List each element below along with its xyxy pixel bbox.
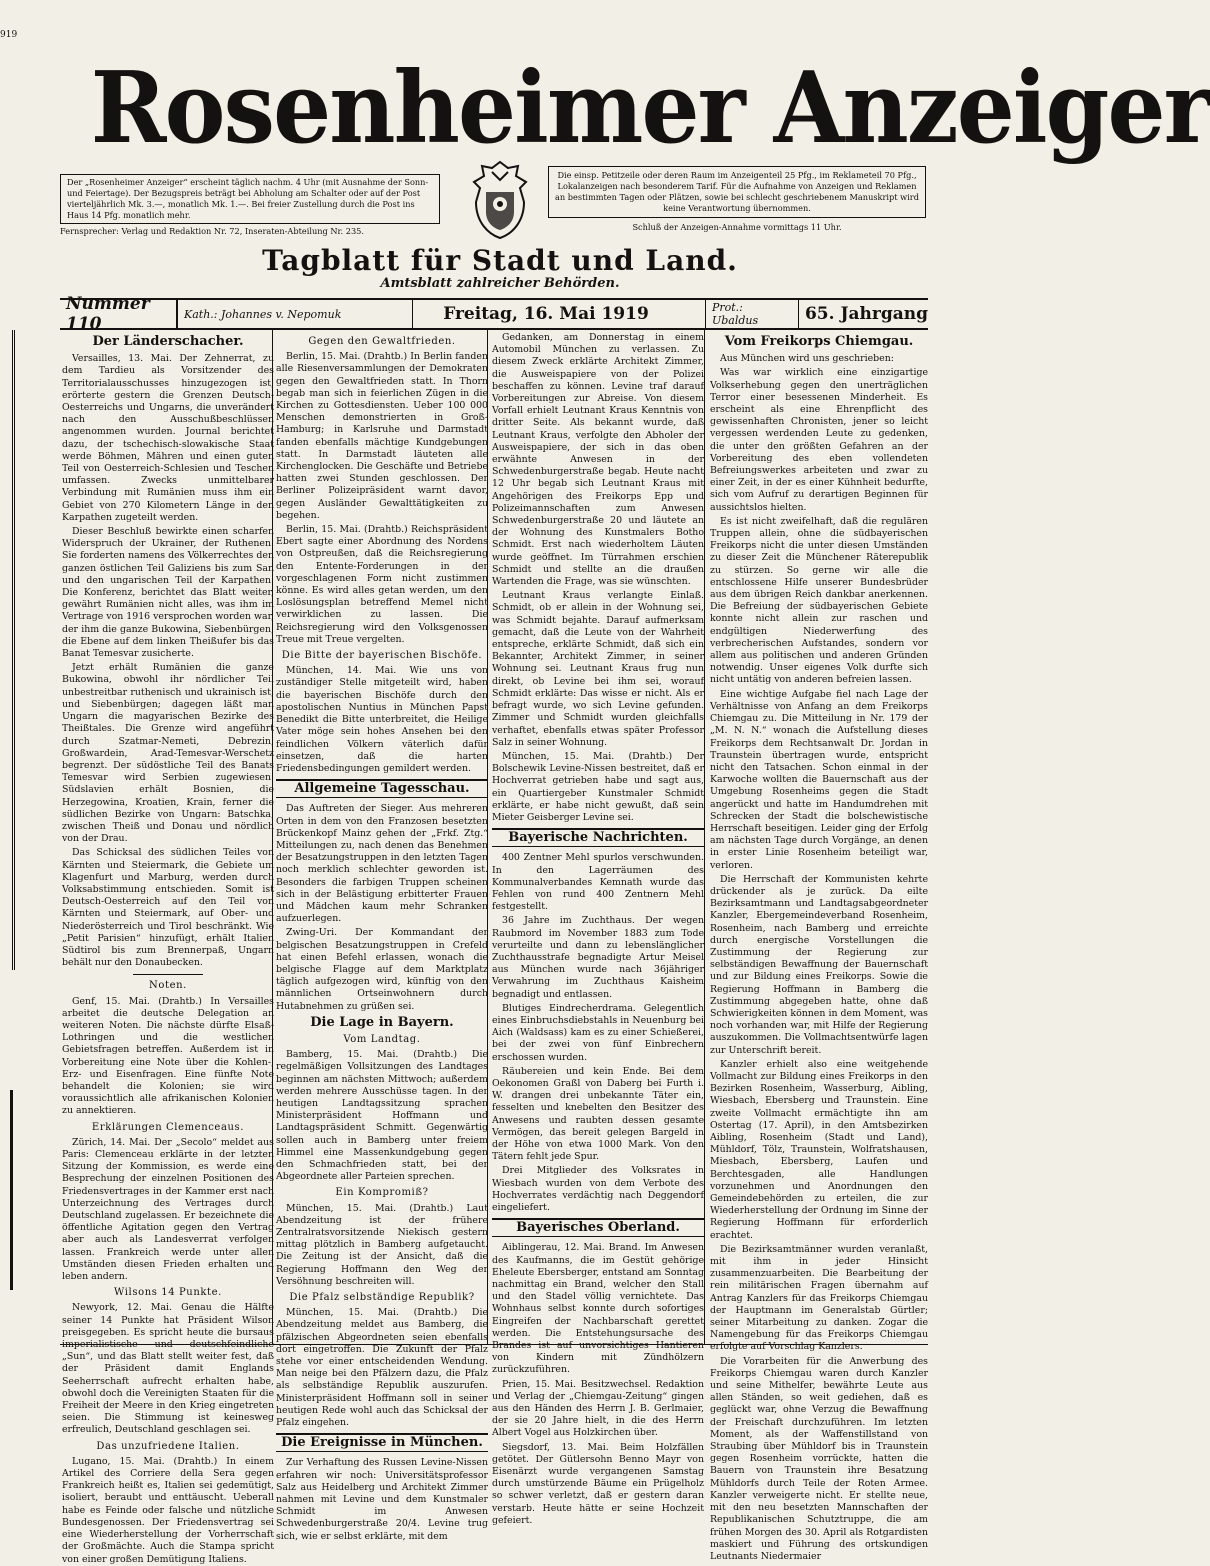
advertising-closing: Schluß der Anzeigen-Annahme vormittags 11 Uhr. [632,222,842,232]
subhead-wilson: Wilsons 14 Punkte. [114,1287,222,1299]
article-paragraph: Siegsdorf, 13. Mai. Beim Holzfällen getötet. Der Gütlersohn Benno Mayr von Eisenärzt wurde vergangenen Samstag durch umstürzende Bäume ein Prügelholz so schwer verletzt, daß er gestern daran verstarb. Heute hätte er seine Hochzeit gefeiert. [492,1441,704,1526]
subhead-italien: Das unzufriedene Italien. [96,1440,240,1452]
masthead-title: Rosenheimer Anzeiger [90,51,1210,166]
column-rule [704,330,705,1344]
headline-tagesschau: Allgemeine Tagesschau. [276,779,488,798]
catholic-saint: Kath.: Johannes v. Nepomuk [178,300,413,328]
article-paragraph: Eine wichtige Aufgabe fiel nach Lage der Verhältnisse von Anfang an dem Freikorps Chiemgau zu. Die Mitteilung in Nr. 179 der „M. N. N.“ wonach die Aufstellung dieses Freikorps dem Rechtsanwalt Dr. Jordan in Traunstein übertragen wurde, entspricht nicht den Tatsachen. Schon einmal in der Karwoche wollten die Bauernschaft aus der Umgebung Rosenheims gegen die Stadt angerückt und hatte im Handumdrehen mit Schrecken der Stadt die bolschewistische Herrschaft beseitigen. Leider ging der Erfolg am nächsten Tage durch Vorgänge, an denen in erster Linie Rosenheim beteiligt war, verloren. [710,688,928,871]
article-intro: Aus München wird uns geschrieben: [720,353,894,365]
subhead-bischoefe: Die Bitte der bayerischen Bischöfe. [281,650,483,662]
subtitle-official: Amtsblatt zahlreicher Behörden. [380,276,620,291]
article-paragraph: München, 15. Mai. (Drahtb.) Laut Abendzeitung ist der frühere Zentralratsvorsitzende Niekisch gestern mittag plötzlich in Bamberg aufgetaucht. Die Zeitung ist der Ansicht, daß die Regierung Hoffmann den Weg der Versöhnung beschreiten will. [276,1202,488,1287]
article-paragraph: Zürich, 14. Mai. Der „Secolo“ meldet aus Paris: Clemenceau erklärte in der letzten Sitzung der Kommission, es werde eine Besprechung der einzelnen Positionen des Friedensvertrages in der Kammer erst nach Unterzeichnung des Vertrages durch Deutschland zugelassen. Er bezeichnete die öffentliche Agitation gegen den Vertrag aber auch als Landesverrat verfolgen lassen. Frankreich werde unter allen Umständen diesen Frieden erhalten und leben andern. [62,1136,274,1283]
article-paragraph: Das Auftreten der Sieger. Aus mehreren Orten in dem von den Franzosen besetzten Brückenkopf Mainz gehen der „Frkf. Ztg.“ Mitteilungen zu, nach denen das Benehmen der Besatzungstruppen in den letzten Tagen noch merklich schlechter geworden ist. Besonders die farbigen Truppen scheinen sich in der Belästigung erbitterter Frauen und Mädchen kaum mehr Schranken aufzuerlegen. [276,803,488,925]
article-paragraph: Gedanken, am Donnerstag in einem Automobil München zu verlassen. Zu diesem Zweck erklärte Architekt Zimmer, die Ausweispapiere von der Polizei beschaffen zu können. Levine traf darauf Vorbereitungen zur Abreise. Von diesem Vorfall erhielt Leutnant Kraus Kenntnis von dritter Seite. Als bekannt wurde, daß Leutnant Kraus, verfolgte den Abholer der Ausweispapiere, der sich in das oben erwähnte Anwesen in der Schwedenburgerstraße begab. Heute nacht 12 Uhr begab sich Leutnant Kraus mit Angehörigen des Freikorps Epp und Polizeimannschaften zum Anwesen Schwedenburgerstraße 20 und läutete an der Wohnung des Kunstmalers Botho Schmidt. Erst nach wiederholtem Läuten wurde geöffnet. Im Türrahmen erschien Schmidt und stellte an die draußen Wartenden die Frage, was sie wünschten. [492,332,704,588]
protestant-saint: Prot.: Ubaldus [705,300,799,328]
coat-of-arms-emblem [462,158,538,242]
article-paragraph: Zur Verhaftung des Russen Levine-Nissen erfahren wir noch: Universitätsprofessor Salz aus Heidelberg und Architekt Zimmer nahmen mit Levine und dem Kunstmaler Schmidt im Anwesen Schwedenburgerstraße 20/4. Levine trug sich, wie er selbst erklärte, mit dem [276,1457,488,1542]
article-paragraph: Es ist nicht zweifelhaft, daß die regulären Truppen allein, ohne die südbayerischen Freikorps nicht die unter diesen Umständen zu dieser Zeit die Münchener Räterepublik zu stürzen. So gerne wir alle die entschlossene Hilfe unserer Bundesbrüder aus dem übrigen Reich dankbar anerkennen. Die Befreiung der südbayerischen Gebiete konnte nicht allein zur raschen und endgültigen Niederwerfung des verbrecherischen Aufstandes, sondern vor allem aus politischen und anderen Gründen notwendig. Unser eigenes Volk durfte sich nicht untätig von anderen befreien lassen. [710,515,928,686]
article-paragraph: München, 15. Mai. (Drahtb.) Die Abendzeitung meldet aus Bamberg, die pfälzischen Abgeordneten seien ebenfalls dort eingetroffen. Die Zukunft der Pfalz stehe vor einer entscheidenden Wendung. Man neige bei den Pfälzern dazu, die Pfalz als selbständige Republik auszurufen. Ministerpräsident Hoffmann soll in seiner heutigen Rede wohl auch das Schicksal der Pfalz eingehen. [276,1307,488,1429]
article-paragraph: Zwing-Uri. Der Kommandant der belgischen Besatzungstruppen in Crefeld hat einen Befehl erlassen, wonach die belgische Flagge auf dem Marktplatz täglich aufgezogen wird, künftig von den männlichen Ortseinwohnern durch Hutabnehmen zu grüßen sei. [276,927,488,1012]
subhead-pfalz: Die Pfalz selbständige Republik? [289,1292,475,1304]
article-paragraph: Lugano, 15. Mai. (Drahtb.) In einem Artikel des Corriere della Sera gegen Frankreich heißt es, Italien sei gedemütigt, isoliert, beraubt und enttäuscht. Ueberall habe es Feinde oder falsche und nützliche Bundesgenossen. Der Friedensvertrag sei eine Wiederherstellung der Vorherrschaft der Großmächte. Auch die Stampa spricht von einer großen Demütigung Italiens. [62,1455,274,1565]
headline-bayerische-nachrichten: Bayerische Nachrichten. [492,828,704,847]
headline-lage-bayern: Die Lage in Bayern. [310,1014,454,1030]
article-paragraph: Dieser Beschluß bewirkte einen scharfen Widerspruch der Ukrainer, der Ruthenen. Sie forderten namens des Völkerrechtes den ganzen östlichen Teil Galiziens bis zum San und den ungarischen Teil der Karpathen. Die Konferenz, berichtet das Blatt weiter, gewährt Rumänien nicht alles, was ihm im Vertrage von 1916 versprochen worden war, der ihm die ganze Bukowina, Siebenbürgen, die Ebene auf dem linken Theißufer bis das Banat Temesvar zusicherte. [62,526,274,660]
headline-ereignisse-muenchen: Die Ereignisse in München. [276,1433,488,1452]
subhead-gewaltfrieden: Gegen den Gewaltfrieden. [308,336,456,347]
issue-date: Freitag, 16. Mai 1919 [443,304,649,324]
article-paragraph: Kanzler erhielt also eine weitgehende Vollmacht zur Bildung eines Freikorps in den Bezirken Rosenheim, Wasserburg, Aibling, Wiesbach, Ebersberg und Traunstein. Eine zweite Vollmacht ermächtigte ihn am Ostertag (17. April), in den Amtsbezirken Aibling, Rosenheim (Stadt und Land), Mühldorf, Tölz, Traunstein, Wolfratshausen, Miesbach, Ebersberg, Laufen und Berchtesgaden, alle Handlungen vorzunehmen und Anordnungen den Gemeindebehörden zu erteilen, die zur Wiederherstellung der Ordnung im Sinne der Regierung Hoffmann für erforderlich erachtet. [710,1058,928,1241]
article-paragraph: Drei Mitglieder des Volksrates in Wiesbach wurden von dem Verbote des Hochverrates verdächtig nach Deggendorf eingeliefert. [492,1165,704,1214]
advertising-text: Die einsp. Petitzeile oder deren Raum im Anzeigenteil 25 Pfg., im Reklameteil 70 Pfg., Lokalanzeigen nach besonderem Tarif. Für die Aufnahme von Anzeigen und Reklamen an bestimmten Tagen oder Plätzen, sowie bei schlecht geschriebenem Manuskript wird keine Verantwortung übernommen. [548,166,926,218]
article-paragraph: Genf, 15. Mai. (Drahtb.) In Versailles arbeitet die deutsche Delegation an weiteren Noten. Die nächste dürfte Elsaß-Lothringen und die westlichen Gebietsfragen betreffen. Außerdem ist in Vorbereitung eine Note über die Kohlen-, Erz- und Eisenfragen. Eine fünfte Note behandelt die Kolonien; sie wird voraussichtlich alle afrikanischen Kolonien zu annektieren. [62,995,274,1117]
column-4 [710,332,928,1562]
separator [133,974,203,975]
page-edge-mark: 919 [0,30,18,40]
article-paragraph: Jetzt erhält Rumänien die ganze Bukowina, obwohl ihr nördlicher Teil unbestreitbar ruthenisch und ukrainisch ist, und Siebenbürgen; dagegen läßt man Ungarn die magyarischen Bezirke des Theißtales. Die Grenze wird angeführt durch Szatmar-Nemeti, Debrezin, Großwardein, Arad-Temesvar-Werschetz begrenzt. Der südöstliche Teil des Banats Temesvar wird Serbien zugewiesen. Südslavien erhält Bosnien, die Herzegowina, Kroatien, Krain, ferner die südlichen Bezirke von Ungarn: Batschka, zwischen Theiß und Donau und nördlich von der Drau. [62,662,274,845]
phone-line: Fernsprecher: Verlag und Redaktion Nr. 72, Inseraten-Abteilung Nr. 235. [60,226,364,236]
headline-oberland: Bayerisches Oberland. [492,1218,704,1237]
subhead-kompromiss: Ein Kompromiß? [335,1187,429,1199]
issue-number: Nummer 110 [60,300,178,328]
subhead-clemenceau: Erklärungen Clemenceaus. [91,1121,245,1133]
article-paragraph: Die Herrschaft der Kommunisten kehrte drückender als je zurück. Da eilte Bezirksamtmann und Landtagsabgeordneter Kanzler, Ebergemeindeverband Rosenheim, Rosenheim, nach Bamberg und erreichte durch energische Vorstellungen die Zustimmung der Regierung zur selbständigen Bewaffnung der Bauernschaft und zur Bildung eines Freikorps. Sowie die Regierung Hoffmann in Bamberg die Zustimmung abgegeben hatte, ohne daß Schwierigkeiten können in dem Moment, was noch vorhanden war, mit Hilfe der Regierung auszukommen. Die Vollmachtsentwürfe lagen zur Unterschrift bereit. [710,873,928,1056]
article-paragraph: Die Vorarbeiten für die Anwerbung des Freikorps Chiemgau waren durch Kanzler und seine Mithelfer, bewährte Leute aus allen Ständen, so weit gediehen, daß es geglückt war, ohne Verzug die Bewaffnung der Freischaft durchzuführen. Im letzten Moment, als der Waffenstillstand von Straubing über Mühldorf bis in Traunstein gegen Rosenheim vorrückte, hatten die Bauern von Traunstein ihre Besatzung Mühldorfs durch Teile der Roten Armee. Kanzler verweigerte nicht. Er stellte neue, mit den neu besetzten Mannschaften der Republikanischen Schutztruppe, die am frühen Morgen des 30. April als Rotgardisten maskiert und Führung des ortskundigen Leutnants Niedermaier [710,1355,928,1562]
article-paragraph: Räubereien und kein Ende. Bei dem Oekonomen Graßl von Daberg bei Furth i. W. drangen drei unbekannte Täter ein, fesselten und knebelten den Besitzer des Anwesens und raubten dessen gesamte Vermögen, das bereit gelegen Bargeld in der Höhe von etwa 1000 Mark. Von den Tätern fehlt jede Spur. [492,1065,704,1163]
article-paragraph: Die Bezirksamtmänner wurden veranlaßt, mit ihm in jeder Hinsicht zusammenzuarbeiten. Die Bearbeitung der rein militärischen Fragen übernahm auf Antrag Kanzlers für das Freikorps Chiemgau der Hauptmann im Generalstab Gürtler; seiner Mitarbeitung zu danken. Zogar die Namengebung für das Freikorps Chiemgau erfolgte auf Vorschlag Kanzlers. [710,1243,928,1353]
subtitle: Tagblatt für Stadt und Land. [262,244,738,277]
article-paragraph: Prien, 15. Mai. Besitzwechsel. Redaktion und Verlag der „Chiemgau-Zeitung“ gingen aus den Händen des Herrn J. B. Gerlmaier, der sie 20 Jahre hielt, in die des Herrn Albert Vogel aus Holzkirchen über. [492,1378,704,1439]
issue-info-bar [60,294,928,334]
article-paragraph: Versailles, 13. Mai. Der Zehnerrat, zu dem Tardieu als Vorsitzender des Territorialausschusses hinzugezogen ist, erörterte gestern die Grenzen Deutsch-Oesterreichs und Ungarns, die unverändert nach den Ausschußbeschlüssen angenommen wurden. Journal berichtet dazu, der tschechisch-slowakische Staat werde Böhmen, Mähren und einen guten Teil von Oesterreich-Schlesien und Teschen umfassen. Zwecks unmittelbarer Verbindung mit Rumänien muss ihm ein Gebiet von 270 Kilometern Länge in den Karpathen zugeteilt werden. [62,353,274,523]
article-paragraph: 36 Jahre im Zuchthaus. Der wegen Raubmord im November 1883 zum Tode verurteilte und dann zu lebenslänglicher Zuchthausstrafe begnadigte Artur Meisel aus München wurde nach 36jähriger Verwahrung im Zuchthaus Kaisheim begnadigt und entlassen. [492,915,704,1000]
volume-year: 65. Jahrgang [804,304,928,324]
article-paragraph: 400 Zentner Mehl spurlos verschwunden. In den Lagerräumen des Kommunalverbandes Kemnath wurde das Fehlen von rund 400 Zentnern Mehl festgestellt. [492,852,704,913]
subscription-text: Der „Rosenheimer Anzeiger“ erscheint täglich nachm. 4 Uhr (mit Ausnahme der Sonn- und Feiertage). Der Bezugspreis beträgt bei Abholung am Schalter oder auf der Post vierteljährlich Mk. 3.—, monatlich Mk. 1.—. Bei freier Zustellung durch die Post ins Haus 14 Pfg. monatlich mehr. [60,174,440,224]
advertising-info-box [548,166,926,233]
article-paragraph: Bamberg, 15. Mai. (Drahtb.) Die regelmäßigen Vollsitzungen des Landtages beginnen am nächsten Mittwoch; außerdem werden mehrere Ausschüsse tagen. In der heutigen Landtagssitzung sprachen Ministerpräsident Hoffmann und Landtagspräsident Schmitt. Gegenwärtig sollen auch in Bamberg unter freiem Himmel eine Massenkundgebung gegen den Schmachfrieden statt, bei der Abgeordnete aller Parteien sprechen. [276,1049,488,1183]
subscription-info-box [60,174,440,237]
left-margin-border [0,330,15,970]
headline-laenderschacher: Der Länderschacher. [92,334,244,349]
subhead-landtag: Vom Landtag. [343,1033,421,1045]
article-paragraph: Berlin, 15. Mai. (Drahtb.) In Berlin fanden alle Riesenversammlungen der Demokraten gegen den Gewaltfrieden statt. In Thorn begab man sich in feierlichen Zügen in die Kirchen zu Gottesdiensten. Ueber 100 000 Menschen demonstrierten in Groß-Hamburg; in Karlsruhe und Darmstadt fanden ebenfalls mächtige Kundgebungen statt. In Darmstadt läuteten alle Kirchenglocken. Die Geschäfte und Betriebe hatten zwei Stunden geschlossen. Der Berliner Polizeipräsident warnt davor, gegen Ausländer Gewalttätigkeiten zu begehen. [276,351,488,521]
subhead-noten: Noten. [149,980,187,992]
article-paragraph: Newyork, 12. Mai. Genau die Hälfte seiner 14 Punkte hat Präsident Wilson preisgegeben. Es spricht heute die bursaus imperialistische und deutschfeindliche „Sun“, und das Blatt stellt weiter fest, daß der Präsident damit Englands Seeherrschaft aufrecht erhalten habe, obwohl doch die Vereinigten Staaten für die Freiheit der Meere in den Krieg eingetreten seien. Die Stimmung ist keinesweg erfreulich, Deutschland geschlagen sei. [62,1302,274,1436]
article-paragraph: München, 15. Mai. (Drahtb.) Der Bolschewik Levine-Nissen bestreitet, daß er Hochverrat getrieben habe und sagt aus, ein Quartiergeber Kunstmaler Schmidt erklärte, er habe nicht gewußt, daß sein Mieter Geisberger Levine sei. [492,750,704,823]
column-1 [62,332,274,1565]
article-paragraph: Aiblingerau, 12. Mai. Brand. Im Anwesen des Kaufmanns, die im Gestüt gehörige Eheleute Ebersberger, entstand am Sonntag nachmittag ein Brand, welcher den Stall und den Stadel völlig vernichtete. Das Wohnhaus selbst konnte durch sofortiges Eingreifen der Nachbarschaft gerettet werden. Die Entstehungsursache des Brandes ist auf unvorsichtiges Hantieren von Kindern mit Zündhölzern zurückzuführen. [492,1242,704,1376]
article-paragraph: Blutiges Eindrecherdrama. Gelegentlich eines Einbruchsdiebstahls in Neuenburg bei Aich (Waldsass) kam es zu einer Schießerei, bei der zwei von fünf Einbrechern erschossen wurden. [492,1002,704,1063]
article-paragraph: Das Schicksal des südlichen Teiles von Kärnten und Steiermark, die Gebiete um Klagenfurt und Marburg, werden durch Volksabstimmung entschieden. Somit ist Deutsch-Oesterreich auf den Teil von Kärnten und Steiermark, auf Ober- und Niederösterreich und Tirol beschränkt. Wie „Petit Parisien“ hinzufügt, erhält Italien Südtirol bis zum Brennerpaß, Ungarn behält nur den Donaubecken. [62,847,274,969]
left-margin-border-lower [0,1090,13,1290]
column-2 [276,332,488,1542]
bottom-rule [60,1344,928,1345]
column-3 [492,332,704,1526]
article-paragraph: Berlin, 15. Mai. (Drahtb.) Reichspräsident Ebert sagte einer Abordnung des Nordens von Ostpreußen, daß die Reichsregierung den Entente-Forderungen in der vorgeschlagenen Form nicht zustimmen könne. Es wird alles getan werden, um den Loslösungsplan betreffend Memel nicht verwirklichen zu lassen. Die Reichsregierung wird den Volksgenossen Treue mit Treue vergelten. [276,524,488,645]
headline-freikorps: Vom Freikorps Chiemgau. [724,334,914,349]
article-paragraph: München, 14. Mai. Wie uns von zuständiger Stelle mitgeteilt wird, haben die bayerischen Bischöfe durch den apostolischen Nuntius in München Papst Benedikt die Bitte unterbreitet, die Heilige Vater möge sein hohes Ansehen bei den feindlichen Völkern väterlich dafür einsetzen, daß die harten Friedensbedingungen gemildert werden. [276,665,488,774]
article-paragraph: Leutnant Kraus verlangte Einlaß. Schmidt, ob er allein in der Wohnung sei, was Schmidt bejahte. Darauf aufmerksam gemacht, daß die Leute von der Wahrheit entspreche, erklärte Schmidt, daß sich ein Bekannter, Architekt Zimmer, in seiner Wohnung sei. Leutnant Kraus frug nun direkt, ob Levine bei ihm sei, worauf Schmidt erklärte: Das wisse er nicht. Als er befragt wurde, wo sich Levine gefunden. Zimmer und Schmidt wurden gleichfalls verhaftet, ebenfalls etwas später Professor Salz in seiner Wohnung. [492,590,704,748]
article-paragraph: Was war wirklich eine einzigartige Volkserhebung gegen den unerträglichen Terror einer besessenen Minderheit. Es erscheint als eine Ehrenpflicht des gewissenhaften Chronisten, jener so leicht vergessen werdenden Leute zu gedenken, die unter den größten Gefahren an der Vorbereitung des eben vollendeten Befreiungswerkes arbeiteten und zwar zu einer Zeit, in der es einer Kühnheit bedurfte, sich vom Aufruf zu derartigen Beginnen für aussichtslos hielten. [710,367,928,513]
